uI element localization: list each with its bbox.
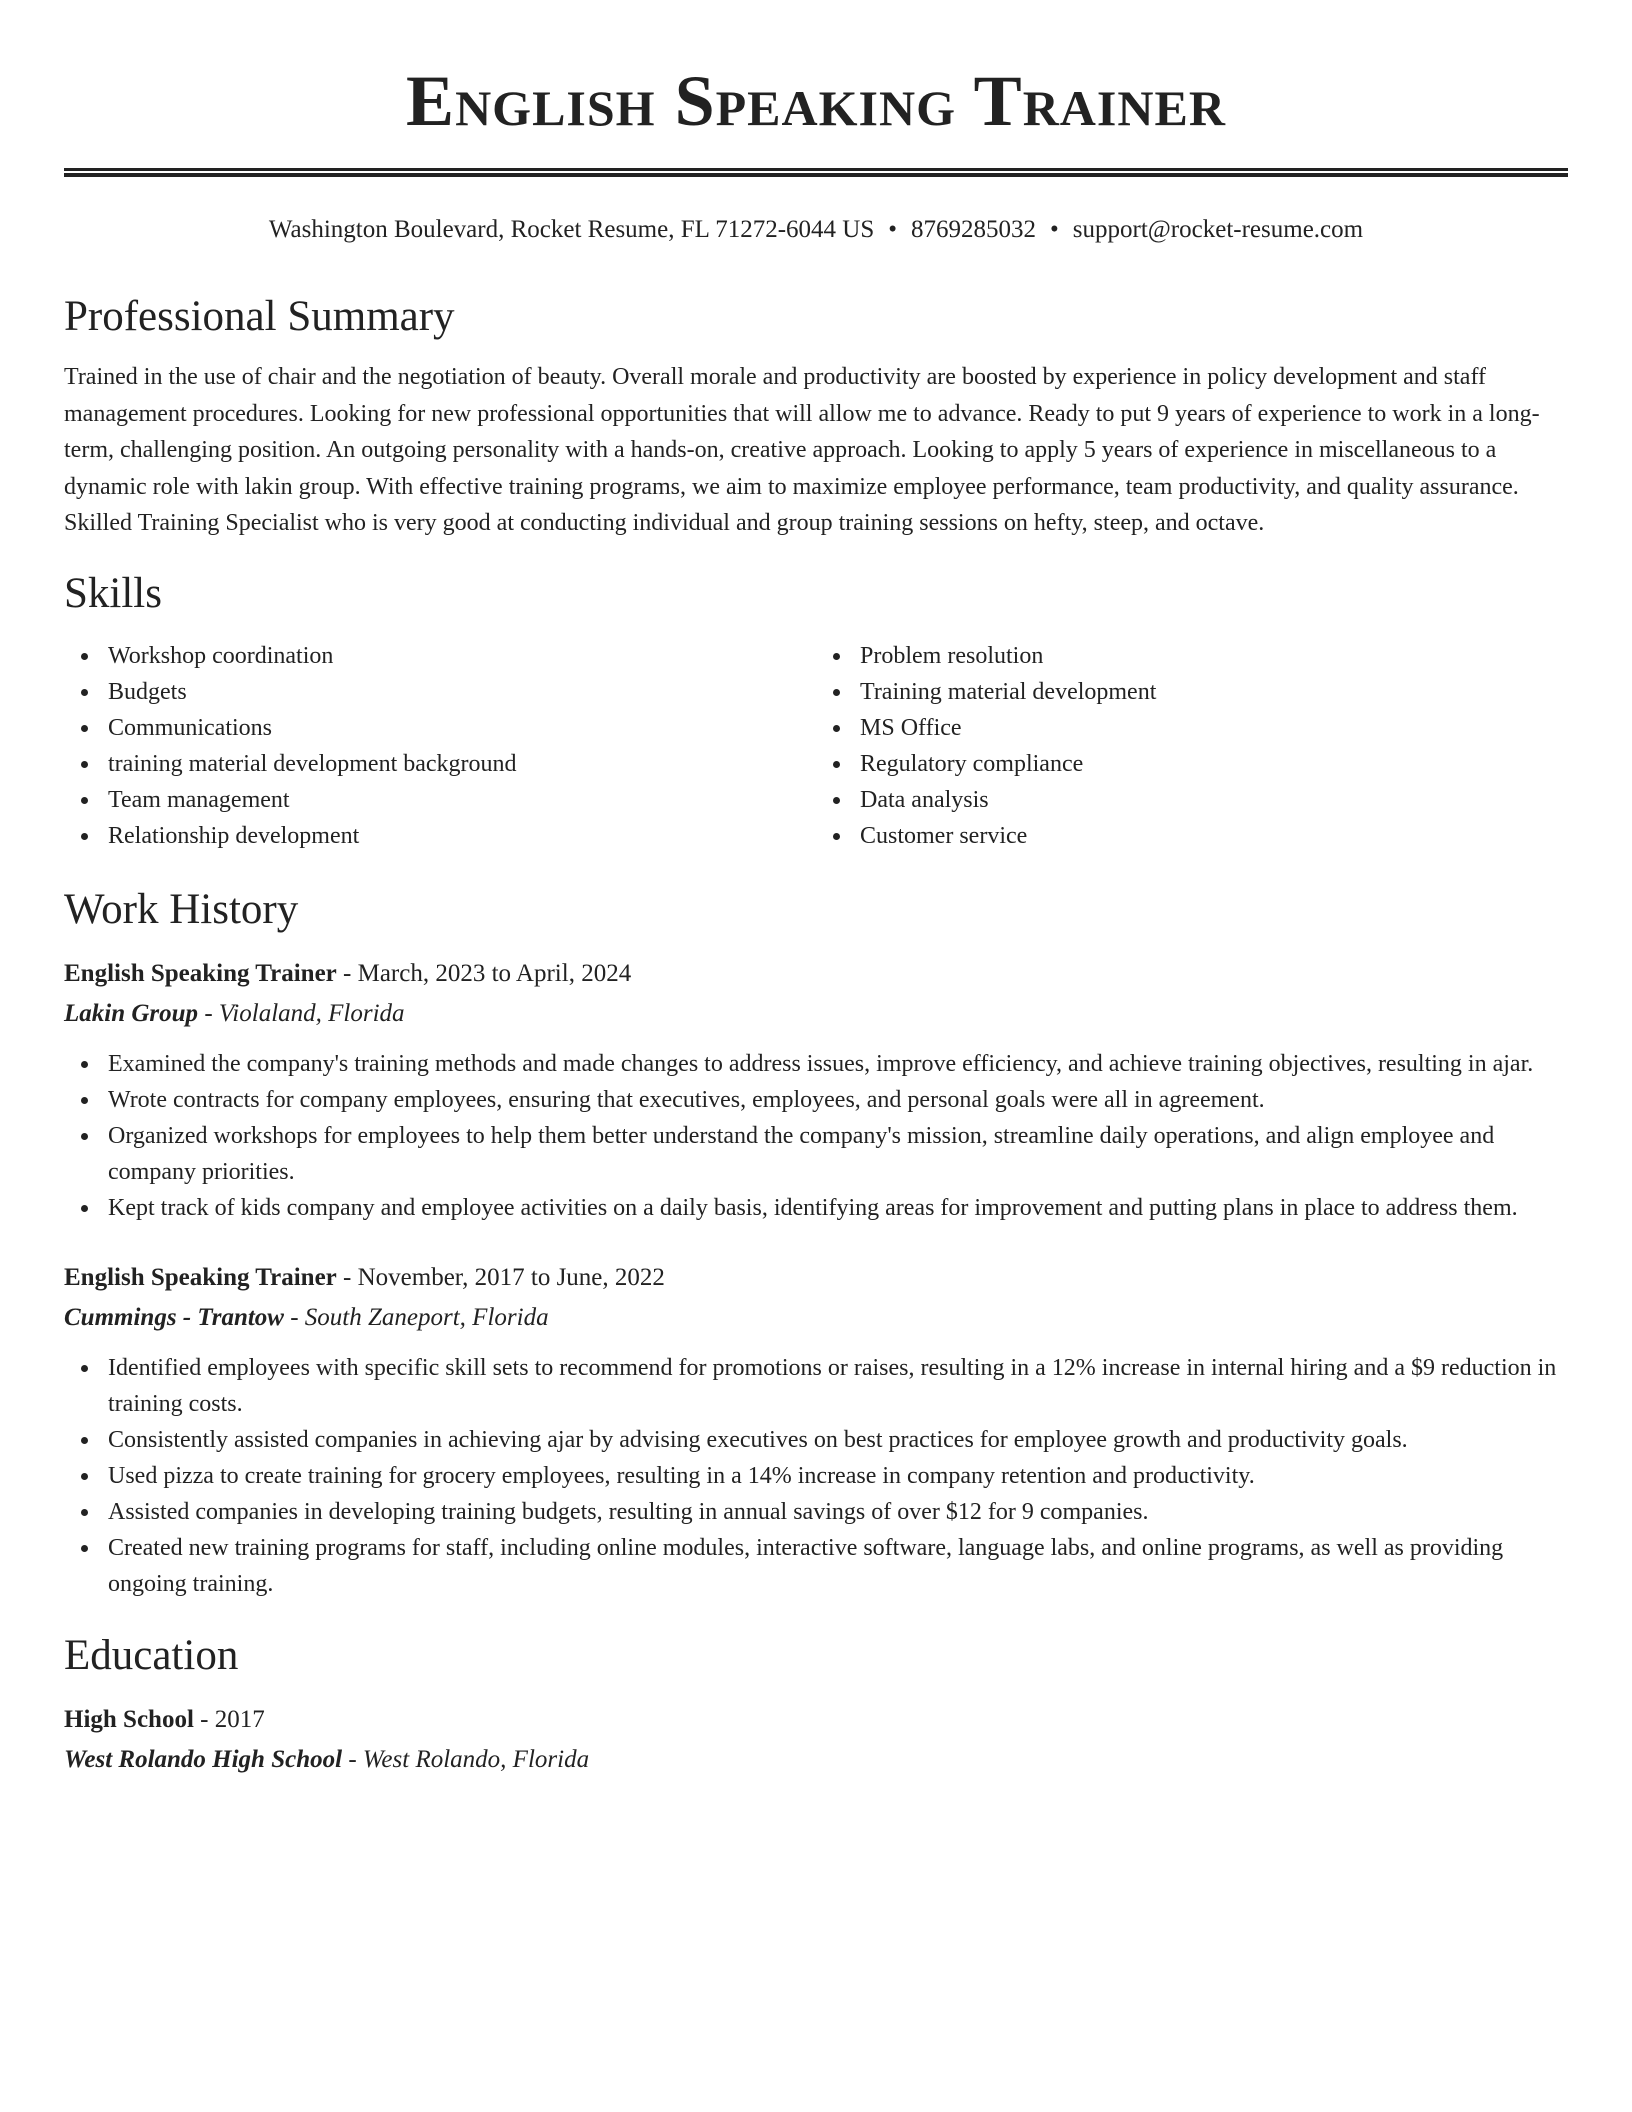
skills-list — [64, 638, 1568, 854]
skill-item: Workshop coordination — [64, 638, 816, 674]
job-bullets — [64, 1350, 1568, 1602]
job-company: Lakin Group — [64, 999, 199, 1027]
job-entry — [64, 954, 1568, 1226]
job-bullet: Wrote contracts for company employees, ensuring that executives, employees, and personal goals were all in agreement. — [64, 1082, 1568, 1118]
skill-item: Team management — [64, 782, 816, 818]
job-dates: - November, 2017 to June, 2022 — [336, 1263, 665, 1291]
skill-item: Problem resolution — [816, 638, 1568, 674]
skill-item: Regulatory compliance — [816, 746, 1568, 782]
job-bullet: Created new training programs for staff, including online modules, interactive software, language labs, and online programs, as well as providing ongoing training. — [64, 1530, 1568, 1602]
skill-item: MS Office — [816, 710, 1568, 746]
job-entry — [64, 1258, 1568, 1602]
job-bullet: Organized workshops for employees to help them better understand the company's mission, streamline daily operations, and align employee and company priorities. — [64, 1118, 1568, 1190]
job-title: English Speaking Trainer — [64, 959, 337, 987]
contact-line — [64, 213, 1568, 247]
education-school: West Rolando High School — [64, 1745, 343, 1773]
job-company-line — [64, 1298, 1568, 1338]
summary-text: Trained in the use of chair and the negotiation of beauty. Overall morale and productivity are boosted by experience in policy development and staff management procedures. Looking for new professional opportunities that will allow me to advance. Ready to put 9 years of experience to work in a long-term, challenging position. An outgoing personality with a hands-on, creative approach. Looking to apply 5 years of experience in miscellaneous to a dynamic role with lakin group. With effective training programs, we aim to maximize employee performance, team productivity, and quality assurance. Skilled Training Specialist who is very good at conducting individual and group training sessions on hefty, steep, and octave. — [64, 364, 1540, 536]
skill-item: Communications — [64, 710, 816, 746]
job-company: Cummings - Trantow — [64, 1303, 284, 1331]
work-history-heading: Work History — [64, 885, 299, 933]
skills-heading: Skills — [64, 569, 162, 617]
job-bullets — [64, 1046, 1568, 1226]
job-bullet: Consistently assisted companies in achieving ajar by advising executives on best practices for employee growth and productivity goals. — [64, 1422, 1568, 1458]
contact-phone: 8769285032 — [911, 216, 1037, 243]
contact-email: support@rocket-resume.com — [1072, 216, 1364, 243]
job-dates: - March, 2023 to April, 2024 — [336, 959, 632, 987]
skill-item: Training material development — [816, 674, 1568, 710]
job-bullet: Examined the company's training methods and made changes to address issues, improve efficiency, and achieve training objectives, resulting in ajar. — [64, 1046, 1568, 1082]
job-bullet: Used pizza to create training for grocery employees, resulting in a 14% increase in company retention and productivity. — [64, 1458, 1568, 1494]
job-location: - Violaland, Florida — [198, 999, 405, 1027]
skill-item: training material development background — [64, 746, 816, 782]
title-divider — [64, 168, 1568, 177]
education-degree: High School — [64, 1705, 194, 1733]
skills-column-left — [64, 638, 816, 854]
education-location: - West Rolando, Florida — [342, 1745, 590, 1773]
job-title: English Speaking Trainer — [64, 1263, 337, 1291]
summary-heading: Professional Summary — [64, 293, 455, 340]
skill-item: Data analysis — [816, 782, 1568, 818]
contact-separator: • — [1050, 216, 1059, 243]
job-location: - South Zaneport, Florida — [283, 1303, 549, 1331]
education-heading: Education — [64, 1631, 239, 1679]
job-bullet: Kept track of kids company and employee activities on a daily basis, identifying areas for improvement and putting plans in place to address them. — [64, 1190, 1568, 1226]
resume-title: English Speaking Trainer — [406, 61, 1226, 141]
skill-item: Relationship development — [64, 818, 816, 854]
job-title-line — [64, 954, 1568, 994]
education-year: - 2017 — [193, 1705, 265, 1733]
skills-column-right — [816, 638, 1568, 854]
job-bullet: Assisted companies in developing training budgets, resulting in annual savings of over $12 for 9 companies. — [64, 1494, 1568, 1530]
contact-address: Washington Boulevard, Rocket Resume, FL 71272-6044 US — [268, 216, 875, 243]
education-school-line — [64, 1740, 1568, 1780]
skill-item: Customer service — [816, 818, 1568, 854]
contact-separator: • — [888, 216, 898, 243]
education-degree-line — [64, 1700, 1568, 1740]
job-company-line — [64, 994, 1568, 1034]
job-title-line — [64, 1258, 1568, 1298]
skill-item: Budgets — [64, 674, 816, 710]
job-bullet: Identified employees with specific skill sets to recommend for promotions or raises, resulting in a 12% increase in internal hiring and a $9 reduction in training costs. — [64, 1350, 1568, 1422]
